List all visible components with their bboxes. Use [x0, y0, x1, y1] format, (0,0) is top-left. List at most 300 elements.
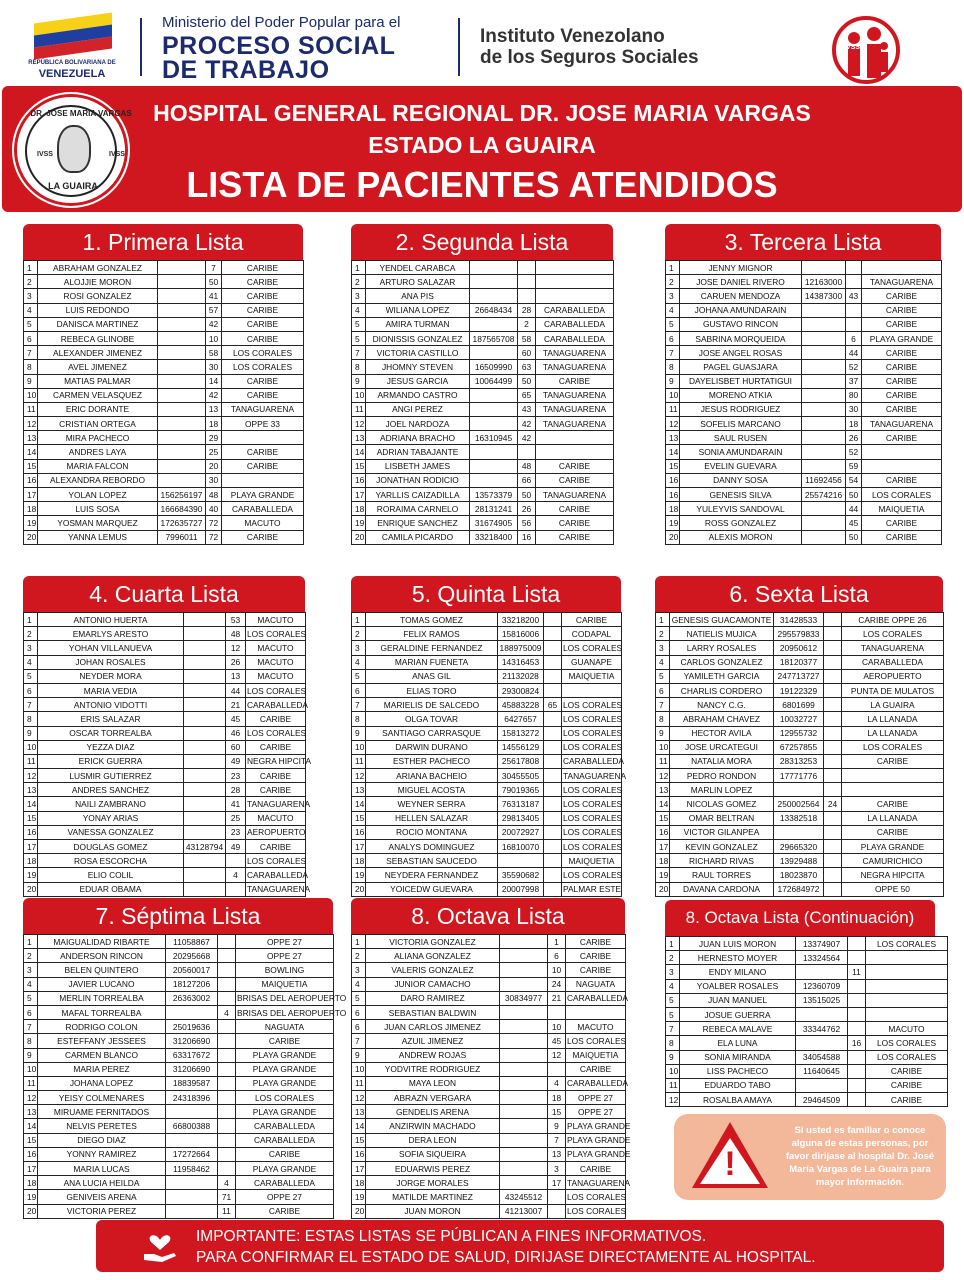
patient-age [544, 627, 562, 641]
patient-name: ADRIAN TABAJANTE [366, 445, 470, 459]
table-row [352, 754, 622, 768]
patient-age: 20 [206, 459, 222, 473]
patient-age [824, 683, 842, 697]
patient-location: CARABALLEDA [842, 655, 944, 669]
patient-id [500, 1176, 548, 1190]
row-number: 14 [24, 797, 38, 811]
row-number: 10 [24, 740, 38, 754]
table-row [666, 1022, 948, 1036]
warning-text: Si usted es familiar o conoce alguna de estas personas, por favor dirijase al hospital Dr. José María Vargas de La Guaira para mayor información. [785, 1125, 935, 1188]
row-number: 3 [352, 289, 366, 303]
patient-id [184, 825, 226, 839]
table-row [352, 627, 622, 641]
patient-name: ENRIQUE SANCHEZ [366, 516, 470, 530]
patient-age: 50 [846, 530, 862, 544]
patient-name: GUSTAVO RINCON [680, 317, 802, 331]
patient-id: 19122329 [774, 683, 824, 697]
patient-age: 63 [518, 360, 536, 374]
patient-age [848, 1078, 866, 1092]
row-number: 15 [352, 459, 366, 473]
table-row [24, 1147, 334, 1161]
patient-name: CARMEN BLANCO [38, 1048, 166, 1062]
table-row [24, 854, 306, 868]
patient-id: 156256197 [158, 488, 206, 502]
row-number: 20 [24, 1204, 38, 1218]
patient-name: EDUAR OBAMA [38, 882, 184, 896]
hospital-seal [14, 94, 132, 206]
table-row [24, 1204, 334, 1218]
row-number: 12 [352, 417, 366, 431]
patient-age [848, 1093, 866, 1107]
patient-name: DIEGO DIAZ [38, 1133, 166, 1147]
patient-name: LUIS REDONDO [38, 303, 158, 317]
patient-id: 11640645 [796, 1064, 848, 1078]
table-row [656, 868, 944, 882]
patient-location: TANAGUARENA [862, 417, 942, 431]
row-number: 3 [24, 641, 38, 655]
table-row [352, 613, 622, 627]
patient-age: 80 [846, 388, 862, 402]
row-number: 7 [656, 698, 670, 712]
patient-id [166, 1190, 218, 1204]
patient-name: MAYA LEON [366, 1076, 500, 1090]
patient-table [351, 934, 631, 1219]
patient-name: PAGEL GUASJARA [680, 360, 802, 374]
table-row [352, 331, 614, 345]
patient-age [226, 882, 246, 896]
patient-age: 50 [518, 374, 536, 388]
patient-id [470, 275, 518, 289]
patient-age [548, 1204, 566, 1218]
patient-id [802, 417, 846, 431]
patient-age [846, 275, 862, 289]
patient-id: 172684972 [774, 882, 824, 896]
patient-location: CARIBE [222, 289, 304, 303]
patient-name: CAMILA PICARDO [366, 530, 470, 544]
patient-location: CARIBE [236, 1034, 334, 1048]
patient-name: FELIX RAMOS [366, 627, 498, 641]
patient-location: PLAYA GRANDE [236, 1076, 334, 1090]
patient-name: GENESIS SILVA [680, 488, 802, 502]
patient-location: OPPE 33 [222, 417, 304, 431]
patient-name: SEBASTIAN SAUCEDO [366, 854, 498, 868]
patient-age [848, 993, 866, 1007]
patient-age: 21 [226, 698, 246, 712]
patient-age: 48 [206, 488, 222, 502]
patient-location: CARABALLEDA [246, 698, 306, 712]
ministry-prefix: Ministerio del Poder Popular para el [162, 14, 401, 31]
patient-id: 17272664 [166, 1147, 218, 1161]
patient-id [500, 977, 548, 991]
table-row [24, 712, 306, 726]
table-row [352, 1190, 626, 1204]
row-number: 15 [352, 811, 366, 825]
patient-location: LA LLANADA [842, 712, 944, 726]
patient-age [848, 1022, 866, 1036]
patient-location: CARIBE [862, 431, 942, 445]
patient-location: MAIQUETIA [562, 854, 622, 868]
patient-age [544, 840, 562, 854]
row-number: 13 [656, 783, 670, 797]
row-number: 20 [656, 882, 670, 896]
row-number: 4 [352, 655, 366, 669]
table-row [656, 726, 944, 740]
row-number: 15 [352, 1133, 366, 1147]
patient-name: YONNY RAMIREZ [38, 1147, 166, 1161]
table-row [666, 937, 948, 951]
table-row [352, 949, 626, 963]
patient-name: DERA LEON [366, 1133, 500, 1147]
patient-id [184, 613, 226, 627]
row-number: 9 [352, 374, 366, 388]
patient-id [184, 740, 226, 754]
patient-age: 44 [846, 346, 862, 360]
patient-id [802, 331, 846, 345]
patient-name: ARTURO SALAZAR [366, 275, 470, 289]
row-number: 19 [666, 516, 680, 530]
patient-location: CARIBE [566, 1162, 626, 1176]
patient-name: ALEXIS MORON [680, 530, 802, 544]
patient-age: 43 [518, 402, 536, 416]
table-row [24, 1133, 334, 1147]
patient-name: PEDRO RONDON [670, 769, 774, 783]
patient-name: JUAN MORON [366, 1204, 500, 1218]
header-divider [458, 18, 460, 76]
table-row [352, 963, 626, 977]
row-number: 18 [24, 854, 38, 868]
patient-name: RODRIGO COLON [38, 1020, 166, 1034]
patient-id [500, 1133, 548, 1147]
row-number: 7 [666, 1022, 680, 1036]
table-row [352, 275, 614, 289]
patient-id: 30455505 [498, 769, 544, 783]
patient-age: 60 [226, 740, 246, 754]
row-number: 15 [656, 811, 670, 825]
patient-name: HECTOR AVILA [670, 726, 774, 740]
row-number: 7 [352, 346, 366, 360]
patient-location: CARIBE [866, 1093, 948, 1107]
row-number: 15 [24, 811, 38, 825]
row-number: 11 [656, 754, 670, 768]
row-number: 1 [352, 613, 366, 627]
patient-id: 13573379 [470, 488, 518, 502]
patient-age [518, 289, 536, 303]
patient-id: 20072927 [498, 825, 544, 839]
patient-location: LOS CORALES [246, 854, 306, 868]
table-row [352, 811, 622, 825]
patient-location: LOS CORALES [562, 740, 622, 754]
patient-location: CARIBE [566, 949, 626, 963]
patient-location: PLAYA GRANDE [862, 331, 942, 345]
patient-age [544, 882, 562, 896]
patient-location [842, 783, 944, 797]
row-number: 7 [352, 1034, 366, 1048]
patient-location: PLAYA GRANDE [566, 1147, 626, 1161]
patient-name: ALOJJIE MORON [38, 275, 158, 289]
row-number: 1 [24, 935, 38, 949]
table-row [24, 516, 304, 530]
row-number: 17 [24, 488, 38, 502]
table-row [24, 797, 306, 811]
patient-age [544, 825, 562, 839]
patient-name: CARMEN VELASQUEZ [38, 388, 158, 402]
row-number: 7 [24, 698, 38, 712]
patient-age [824, 712, 842, 726]
patient-id [500, 949, 548, 963]
flag-icon [34, 13, 112, 60]
patient-name: HELLEN SALAZAR [366, 811, 498, 825]
patient-id: 31428533 [774, 613, 824, 627]
row-number: 14 [666, 445, 680, 459]
patient-age: 13 [226, 669, 246, 683]
patient-name: NICOLAS GOMEZ [670, 797, 774, 811]
row-number: 8 [24, 1034, 38, 1048]
patient-id: 41213007 [500, 1204, 548, 1218]
ivss-logo-text: IVSS [844, 44, 860, 51]
patient-name: NEYDER MORA [38, 669, 184, 683]
patient-location: CARIBE [862, 360, 942, 374]
patient-age: 18 [548, 1091, 566, 1105]
patient-location: AEROPUERTO [842, 669, 944, 683]
patient-location: CARABALLEDA [236, 1119, 334, 1133]
state-name: ESTADO LA GUAIRA [368, 132, 596, 158]
table-row [656, 627, 944, 641]
patient-age: 58 [518, 331, 536, 345]
patient-location [866, 965, 948, 979]
patient-name: EDUARDO TABO [680, 1078, 796, 1092]
row-number: 6 [24, 1005, 38, 1019]
patient-name: JENNY MIGNOR [680, 261, 802, 275]
patient-name: MORENO ATKIA [680, 388, 802, 402]
patient-name: LUIS SOSA [38, 502, 158, 516]
row-number: 8 [656, 712, 670, 726]
patient-age: 13 [548, 1147, 566, 1161]
patient-table [23, 612, 312, 897]
table-row [24, 1176, 334, 1190]
table-row [24, 627, 306, 641]
row-number: 10 [24, 388, 38, 402]
patient-age [226, 854, 246, 868]
patient-age: 49 [226, 840, 246, 854]
table-row [656, 769, 944, 783]
patient-location: CARIBE [236, 1147, 334, 1161]
table-row [352, 1162, 626, 1176]
table-row [666, 951, 948, 965]
warning-box: ! Si usted es familiar o conoce alguna de estas personas, por favor dirijase al hospital Dr. José María Vargas de La Guaira para mayor información. [674, 1114, 946, 1200]
patient-id [802, 360, 846, 374]
patient-id [158, 388, 206, 402]
patient-location: CARIBE [246, 783, 306, 797]
table-row [352, 655, 622, 669]
patient-name: DANISCA MARTINEZ [38, 317, 158, 331]
patient-location: CARIBE [222, 459, 304, 473]
patient-name: MERLIN TORREALBA [38, 991, 166, 1005]
patient-id [500, 1062, 548, 1076]
table-row [352, 388, 614, 402]
patient-location: LA GUAIRA [842, 698, 944, 712]
row-number: 12 [352, 1091, 366, 1105]
row-number: 3 [666, 289, 680, 303]
patient-name: ABRAHAM CHAVEZ [670, 712, 774, 726]
table-row [24, 1048, 334, 1062]
patient-age [218, 963, 236, 977]
row-number: 12 [656, 769, 670, 783]
patient-location: MAIQUETIA [562, 669, 622, 683]
table-row [666, 488, 942, 502]
patient-id: 29665320 [774, 840, 824, 854]
patient-id [158, 374, 206, 388]
patient-age [218, 1133, 236, 1147]
patient-id: 12360709 [796, 979, 848, 993]
table-row [352, 726, 622, 740]
patient-location: PLAYA GRANDE [236, 1062, 334, 1076]
patient-age [218, 977, 236, 991]
patient-name: RAUL TORRES [670, 868, 774, 882]
patient-name: AVEL JIMENEZ [38, 360, 158, 374]
patient-table [665, 260, 942, 545]
patient-id: 250002564 [774, 797, 824, 811]
patient-id [166, 1105, 218, 1119]
patient-age [848, 937, 866, 951]
patient-location: LOS CORALES [566, 1190, 626, 1204]
table-row [352, 698, 622, 712]
patient-name: ANTONIO VIDOTTI [38, 698, 184, 712]
patient-name: ANGI PEREZ [366, 402, 470, 416]
patient-name: SEBASTIAN BALDWIN [366, 1005, 500, 1019]
patient-id [158, 445, 206, 459]
row-number: 10 [666, 1064, 680, 1078]
row-number: 14 [24, 1119, 38, 1133]
patient-id [470, 289, 518, 303]
patient-age: 42 [518, 417, 536, 431]
patient-name: JUAN MANUEL [680, 993, 796, 1007]
patient-age: 48 [226, 627, 246, 641]
patient-location: CARIBE [246, 840, 306, 854]
row-number: 11 [24, 402, 38, 416]
patient-location [536, 261, 614, 275]
row-number: 4 [666, 979, 680, 993]
patient-location: CARIBE [862, 289, 942, 303]
patient-location: LOS CORALES [562, 712, 622, 726]
row-number: 16 [24, 825, 38, 839]
patient-name: REBECA GLINOBE [38, 331, 158, 345]
patient-id: 33218200 [498, 613, 544, 627]
patient-age [824, 698, 842, 712]
patient-id: 63317672 [166, 1048, 218, 1062]
important-footer [96, 1220, 944, 1272]
patient-age: 21 [548, 991, 566, 1005]
table-row [352, 1091, 626, 1105]
patient-id: 10032727 [774, 712, 824, 726]
patient-name: GENESIS GUACAMONTE [670, 613, 774, 627]
patient-id [500, 1005, 548, 1019]
patient-location: CARIBE [842, 797, 944, 811]
patient-age [218, 1048, 236, 1062]
patient-name: ABRAHAM GONZALEZ [38, 261, 158, 275]
patient-age: 7 [548, 1133, 566, 1147]
patient-age [218, 1119, 236, 1133]
row-number: 1 [352, 935, 366, 949]
table-row [24, 1091, 334, 1105]
table-row [352, 882, 622, 896]
row-number: 8 [352, 712, 366, 726]
patient-age: 44 [846, 502, 862, 516]
patient-age: 10 [548, 1020, 566, 1034]
patient-location: CARABALLEDA [236, 1176, 334, 1190]
table-row [666, 402, 942, 416]
patient-name: YOICEDW GUEVARA [366, 882, 498, 896]
patient-age [218, 1034, 236, 1048]
patient-name: SOFIA SIQUEIRA [366, 1147, 500, 1161]
patient-age: 65 [544, 698, 562, 712]
patient-id: 172635727 [158, 516, 206, 530]
patient-location [862, 459, 942, 473]
patient-age: 53 [226, 613, 246, 627]
patient-location: LOS CORALES [246, 726, 306, 740]
patient-location: TANAGUARENA [536, 388, 614, 402]
row-number: 16 [352, 1147, 366, 1161]
table-row [656, 811, 944, 825]
patient-name: ROSA ESCORCHA [38, 854, 184, 868]
patient-age: 18 [846, 417, 862, 431]
patient-id [184, 683, 226, 697]
patient-age [218, 991, 236, 1005]
table-row [352, 402, 614, 416]
list-title: 6. Sexta Lista [655, 576, 943, 612]
patient-id [500, 1105, 548, 1119]
row-number: 20 [352, 1204, 366, 1218]
patient-location: LA LLANADA [842, 726, 944, 740]
patient-id: 29813405 [498, 811, 544, 825]
patient-age [518, 445, 536, 459]
patient-age [824, 769, 842, 783]
table-row [666, 1050, 948, 1064]
table-row [24, 977, 334, 991]
patient-location: AEROPUERTO [246, 825, 306, 839]
patient-id [802, 402, 846, 416]
patient-location [222, 431, 304, 445]
patient-location: PLAYA GRANDE [236, 1048, 334, 1062]
row-number: 8 [666, 360, 680, 374]
patient-name: LUSMIR GUTIERREZ [38, 769, 184, 783]
table-row [666, 1093, 948, 1107]
patient-name: MARIA LUCAS [38, 1162, 166, 1176]
row-number: 6 [666, 331, 680, 345]
patient-age [544, 655, 562, 669]
patient-id: 10064499 [470, 374, 518, 388]
patient-location: CARABALLEDA [536, 303, 614, 317]
table-row [24, 613, 306, 627]
patient-location: LOS CORALES [562, 783, 622, 797]
patient-age: 42 [206, 388, 222, 402]
row-number: 5 [352, 317, 366, 331]
patient-age: 58 [206, 346, 222, 360]
patient-age: 28 [226, 783, 246, 797]
table-row [24, 388, 304, 402]
patient-age: 4 [548, 1076, 566, 1090]
patient-id: 79019365 [498, 783, 544, 797]
patient-age: 45 [846, 516, 862, 530]
row-number: 16 [656, 825, 670, 839]
patient-id: 20560017 [166, 963, 218, 977]
patient-id [774, 783, 824, 797]
patient-id: 31206690 [166, 1034, 218, 1048]
table-row [24, 811, 306, 825]
table-row [352, 431, 614, 445]
patient-id: 43245512 [500, 1190, 548, 1204]
country-label: VENEZUELA [38, 68, 106, 80]
table-row [666, 317, 942, 331]
